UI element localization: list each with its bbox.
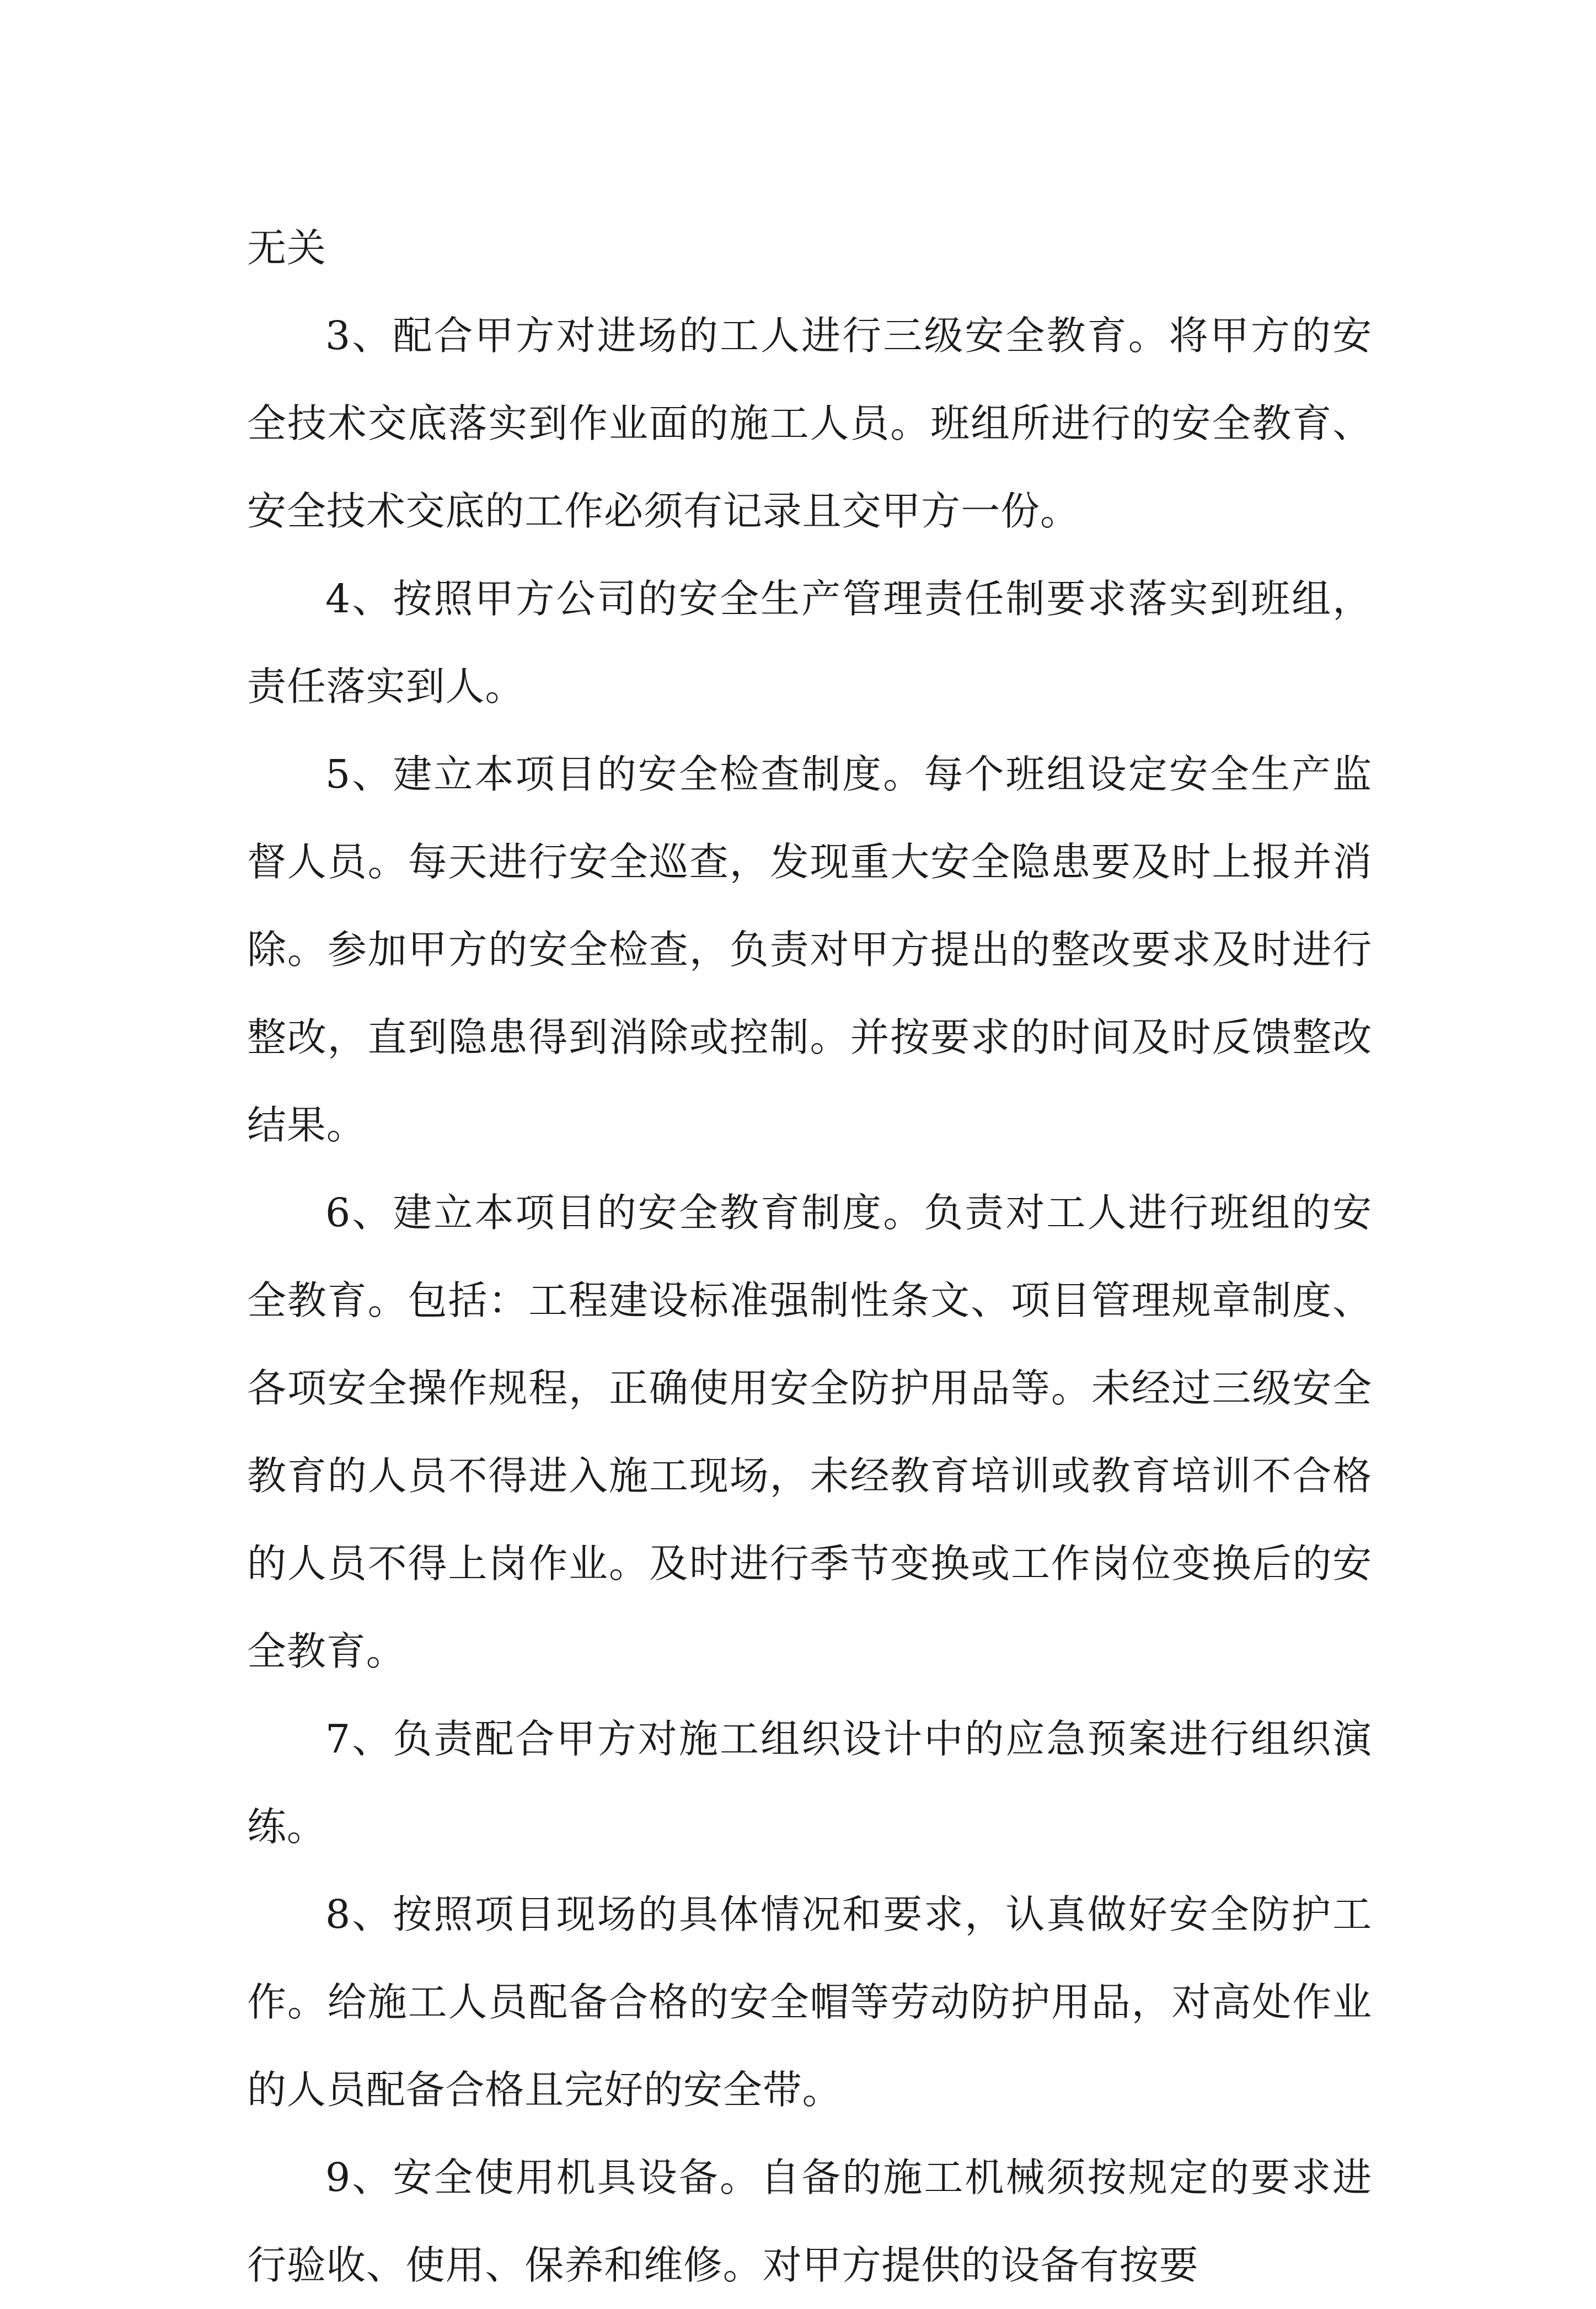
paragraph-item-5: 5、建立本项目的安全检查制度。每个班组设定安全生产监督人员。每天进行安全巡查，发现重大安全隐患要及时上报并消除。参加甲方的安全检查，负责对甲方提出的整改要求及时进行整改，直到隐患得到消除或控制。并按要求的时间及时反馈整改结果。 xyxy=(247,751,1372,1148)
paragraph-item-4: 4、按照甲方公司的安全生产管理责任制要求落实到班组，责任落实到人。 xyxy=(247,576,1372,709)
paragraph-item-7: 7、负责配合甲方对施工组织设计中的应急预案进行组织演练。 xyxy=(247,1716,1372,1850)
paragraph-item-3: 3、配合甲方对进场的工人进行三级安全教育。将甲方的安全技术交底落实到作业面的施工人员。班组所进行的安全教育、安全技术交底的工作必须有记录且交甲方一份。 xyxy=(247,313,1372,534)
document-body xyxy=(247,204,1372,2309)
paragraph-continuation: 无关 xyxy=(247,225,326,271)
paragraph-item-8: 8、按照项目现场的具体情况和要求，认真做好安全防护工作。给施工人员配备合格的安全帽等劳动防护用品，对高处作业的人员配备合格且完好的安全带。 xyxy=(247,1891,1372,2113)
paragraph-item-9: 9、安全使用机具设备。自备的施工机械须按规定的要求进行验收、使用、保养和维修。对甲方提供的设备有按要 xyxy=(247,2155,1372,2288)
paragraph-item-6: 6、建立本项目的安全教育制度。负责对工人进行班组的安全教育。包括：工程建设标准强制性条文、项目管理规章制度、各项安全操作规程，正确使用安全防护用品等。未经过三级安全教育的人员不得进入施工现场，未经教育培训或教育培训不合格的人员不得上岗作业。及时进行季节变换或工作岗位变换后的安全教育。 xyxy=(247,1190,1372,1674)
